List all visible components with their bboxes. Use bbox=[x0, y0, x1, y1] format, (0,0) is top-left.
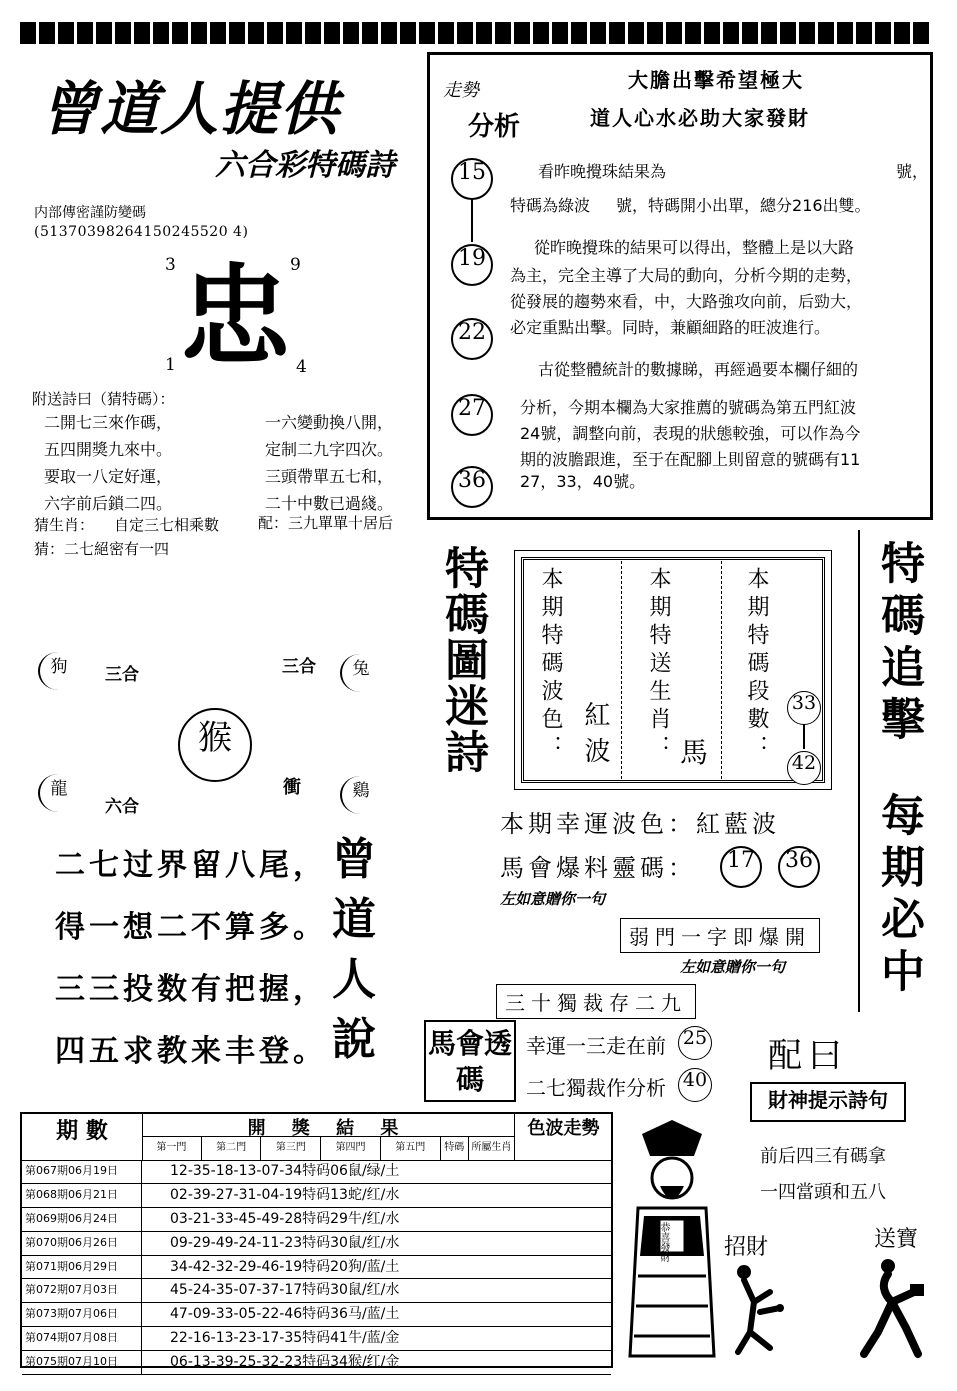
horse-club-title: 馬會透碼 bbox=[424, 1020, 516, 1102]
fortune-god-figure bbox=[624, 1116, 720, 1368]
loyalty-char: 忠 bbox=[180, 252, 290, 381]
table-row bbox=[22, 1160, 611, 1184]
result-cell: 34-42-32-29-46-19特码20狗/蓝/土 bbox=[170, 1258, 400, 1275]
door-header: 第四門 bbox=[321, 1136, 381, 1160]
period-cell: 第069期06月24日 bbox=[22, 1208, 142, 1231]
number-circle: 19 bbox=[451, 244, 493, 286]
poem-line: 定制二九字四次。 bbox=[265, 440, 394, 459]
period-header: 期 數 bbox=[22, 1114, 143, 1161]
digit-bottom-right: 4 bbox=[296, 357, 307, 377]
col-zodiac-question: 本期特送生肖： bbox=[646, 567, 671, 763]
result-cell: 09-29-49-24-11-23特码30鼠/红/水 bbox=[170, 1234, 400, 1251]
trend-label: 走勢 bbox=[443, 80, 479, 101]
period-cell: 第073期07月06日 bbox=[22, 1303, 142, 1326]
analysis-p3c: 24號，調整向前，表現的狀態較強，可以作為今 bbox=[520, 424, 861, 443]
top-border-strip bbox=[20, 22, 930, 44]
table-row bbox=[22, 1279, 611, 1303]
number-circle: 15 bbox=[451, 158, 493, 200]
number-circle: 36 bbox=[451, 466, 493, 508]
main-poem-line: 二七过界留八尾， bbox=[55, 848, 327, 883]
segment-circle: 33 bbox=[787, 691, 821, 725]
horse-hot-label: 馬會爆料靈碼 bbox=[500, 854, 668, 882]
period-cell: 第074期07月08日 bbox=[22, 1327, 142, 1350]
column-divider bbox=[621, 561, 623, 779]
poem-line: 六字前后鎖二四。 bbox=[44, 494, 173, 513]
right-divider bbox=[858, 530, 860, 1012]
poem-title: 附送詩曰（猜特碼）： bbox=[32, 390, 175, 408]
lucky-wave bbox=[500, 804, 780, 839]
analysis-label: 分析 bbox=[468, 112, 521, 142]
horse-club-line-2: 二七獨裁作分析 bbox=[526, 1076, 666, 1100]
poem-left bbox=[44, 410, 172, 518]
poem-right bbox=[265, 410, 393, 518]
every-period-win: 每期必中 bbox=[873, 792, 924, 1000]
analysis-p2c: 從發展的趨勢來看，中，大路強攻向前，后勁大， bbox=[510, 292, 863, 311]
poem-line: 要取一八定好運， bbox=[44, 467, 173, 486]
col-segment-question: 本期特碼段數： bbox=[744, 567, 769, 763]
lucky-wave-label: 本期幸運波色 bbox=[500, 810, 668, 838]
col-wave-answer: 紅波 bbox=[580, 701, 610, 773]
fortune-line-1: 前后四三有碼拿 bbox=[760, 1146, 886, 1167]
horse-club-circle: 40 bbox=[678, 1068, 712, 1102]
signature-char: 曾 bbox=[332, 834, 376, 885]
main-poem-line: 三三投数有把握， bbox=[55, 972, 327, 1007]
results-table bbox=[20, 1112, 613, 1371]
period-cell: 第072期07月03日 bbox=[22, 1279, 142, 1302]
door-header: 第五門 bbox=[381, 1136, 441, 1160]
secret-note: 内部傳密謹防變碼 bbox=[34, 205, 146, 221]
slogan-2: 道人心水必助大家發財 bbox=[590, 106, 810, 130]
liuhe-label: 六合 bbox=[105, 797, 139, 817]
result-cell: 06-13-39-25-32-23特码34猴/红/金 bbox=[170, 1354, 400, 1371]
pei-label: 配： bbox=[258, 514, 289, 532]
special-chase: 特碼追擊 bbox=[873, 540, 924, 748]
analysis-p3a: 古從整體統計的數據睇，再經過要本欄仔細的 bbox=[538, 360, 859, 379]
digit-top-right: 9 bbox=[290, 255, 301, 275]
period-cell: 第068期06月21日 bbox=[22, 1184, 142, 1207]
table-row bbox=[22, 1327, 611, 1351]
horse-club-circle: 25 bbox=[678, 1026, 712, 1060]
analysis-p1b bbox=[510, 192, 871, 220]
pei-line bbox=[258, 512, 393, 533]
guess-zodiac bbox=[34, 514, 219, 535]
gift-line-1: 左如意贈你一句 bbox=[500, 890, 606, 908]
results-rows bbox=[22, 1160, 611, 1375]
gift-box-2: 三十獨裁存二九 bbox=[496, 984, 696, 1019]
lucky-wave-value: ：紅藍波 bbox=[668, 810, 780, 838]
result-cell: 03-21-33-45-49-28特码29牛/红/水 bbox=[170, 1210, 400, 1227]
wave-trend-header: 色波走勢 bbox=[514, 1114, 612, 1161]
door-header: 特碼 bbox=[441, 1136, 469, 1160]
guess-two: 猜：二七絕密有一四 bbox=[34, 540, 170, 558]
vertical-title: 特碼圖迷詩 bbox=[437, 545, 488, 775]
door-headers bbox=[142, 1136, 514, 1161]
analysis-p1b-start: 特碼為綠波 bbox=[510, 196, 591, 215]
period-cell: 第070期06月26日 bbox=[22, 1232, 142, 1255]
horse-hot-code bbox=[500, 848, 696, 883]
gift-line-2: 左如意贈你一句 bbox=[680, 958, 786, 976]
fortune-line-2: 一四當頭和五八 bbox=[760, 1182, 886, 1203]
hot-code-circle: 36 bbox=[778, 846, 820, 888]
pei-ri: 配曰 bbox=[768, 1036, 848, 1076]
fortune-title: 財神提示詩句 bbox=[750, 1082, 906, 1122]
zhaocai-figure-icon bbox=[730, 1262, 790, 1362]
number-circle: 27 bbox=[451, 394, 493, 436]
result-cell: 12-35-18-13-07-34特码06鼠/绿/土 bbox=[170, 1163, 400, 1179]
analysis-p1a-end: 號， bbox=[896, 162, 929, 181]
statue-caption: 恭喜發財 bbox=[658, 1222, 669, 1262]
poem-line: 五四開獎九來中。 bbox=[44, 440, 173, 459]
horse-hot-colon: ： bbox=[668, 854, 696, 882]
number-circle: 22 bbox=[451, 318, 493, 360]
col-wave-question: 本期特碼波色： bbox=[538, 567, 563, 763]
analysis-p1b-end: 號，特碼開小出單，總分216出雙。 bbox=[616, 196, 871, 215]
slogan-1: 大膽出擊希望極大 bbox=[628, 68, 804, 92]
guess-zodiac-label: 猜生肖： bbox=[34, 516, 95, 534]
analysis-p3d: 期的波膽跟進，至于在配腳上則留意的號碼有11 bbox=[520, 450, 861, 469]
rabbit-zodiac: 兔 bbox=[340, 654, 380, 692]
signature-char: 人 bbox=[332, 954, 376, 1005]
segment-circle: 42 bbox=[787, 751, 821, 785]
page-subtitle: 六合彩特碼詩 bbox=[215, 148, 395, 183]
analysis-p2a: 從昨晚攪珠的結果可以得出，整體上是以大路 bbox=[534, 238, 855, 257]
poem-line: 二開七三來作碼， bbox=[44, 413, 173, 432]
period-cell: 第075期07月10日 bbox=[22, 1351, 142, 1374]
result-cell: 02-39-27-31-04-19特码13蛇/红/水 bbox=[170, 1186, 400, 1203]
sanhe-right: 三合 bbox=[282, 657, 316, 677]
period-cell: 第067期06月19日 bbox=[22, 1160, 142, 1183]
hot-code-circle: 17 bbox=[720, 846, 762, 888]
monkey-center: 猴 bbox=[178, 708, 252, 782]
main-poem-line: 四五求教来丰登。 bbox=[55, 1034, 327, 1069]
door-header: 第一門 bbox=[142, 1136, 202, 1160]
result-cell: 45-24-35-07-37-17特码30鼠/红/水 bbox=[170, 1282, 400, 1299]
table-row bbox=[22, 1351, 611, 1375]
door-header: 所屬生肖 bbox=[471, 1142, 512, 1153]
dog-zodiac: 狗 bbox=[38, 652, 78, 690]
main-poem bbox=[55, 840, 327, 1088]
table-row bbox=[22, 1232, 611, 1256]
result-cell: 47-09-33-05-22-46特码36马/蓝/土 bbox=[170, 1306, 400, 1323]
col-zodiac-answer: 馬 bbox=[680, 736, 709, 769]
signature-char: 道 bbox=[332, 894, 376, 945]
dragon-zodiac: 龍 bbox=[38, 774, 78, 812]
horse-club-line-1: 幸運一三走在前 bbox=[526, 1034, 666, 1058]
result-cell: 22-16-13-23-17-35特码41牛/蓝/金 bbox=[170, 1330, 400, 1347]
column-divider bbox=[721, 561, 723, 779]
zhaocai-label: 招財 bbox=[724, 1235, 769, 1260]
gift-box-1: 弱門一字即爆開 bbox=[620, 918, 820, 953]
period-cell: 第071期06月29日 bbox=[22, 1256, 142, 1279]
guess-zodiac-value: 自定三七相乘數 bbox=[114, 516, 220, 534]
signature-char: 說 bbox=[332, 1014, 376, 1065]
special-code-box bbox=[514, 550, 832, 790]
analysis-p1a: 看昨晚攪珠結果為 bbox=[538, 162, 667, 181]
table-row bbox=[22, 1184, 611, 1208]
sanhe-left: 三合 bbox=[105, 665, 139, 685]
door-header: 第二門 bbox=[202, 1136, 262, 1160]
secret-code: (51370398264150245520 4) bbox=[34, 224, 249, 240]
table-row bbox=[22, 1303, 611, 1327]
digit-bottom-left: 1 bbox=[165, 355, 176, 375]
songbao-label: 送寶 bbox=[874, 1227, 919, 1252]
poem-line: 一六變動換八開， bbox=[265, 413, 394, 432]
chong-label: 衝 bbox=[283, 777, 301, 798]
table-row bbox=[22, 1208, 611, 1232]
poem-line: 二十中數已過綫。 bbox=[265, 494, 394, 513]
analysis-p3b: 分析，今期本欄為大家推薦的號碼為第五門紅波 bbox=[520, 398, 857, 417]
results-header: 開 獎 結 果 bbox=[142, 1114, 514, 1137]
pei-value: 三九單單十居后 bbox=[288, 514, 394, 532]
rooster-zodiac: 鷄 bbox=[340, 776, 380, 814]
analysis-p3e: 27，33，40號。 bbox=[520, 472, 646, 491]
table-row bbox=[22, 1256, 611, 1280]
digit-top-left: 3 bbox=[165, 255, 176, 275]
main-poem-line: 得一想二不算多。 bbox=[55, 910, 327, 945]
poem-line: 三頭帶單五七和， bbox=[265, 467, 394, 486]
songbao-figure-icon bbox=[858, 1258, 928, 1362]
door-header: 第三門 bbox=[261, 1136, 321, 1160]
poem-signature bbox=[332, 830, 376, 1070]
analysis-p2b: 為主，完全主導了大局的動向，分析今期的走勢， bbox=[510, 266, 863, 285]
analysis-p2d: 必定重點出擊。同時，兼顧細路的旺波進行。 bbox=[510, 318, 831, 337]
page-title: 曾道人提供 bbox=[40, 75, 341, 143]
